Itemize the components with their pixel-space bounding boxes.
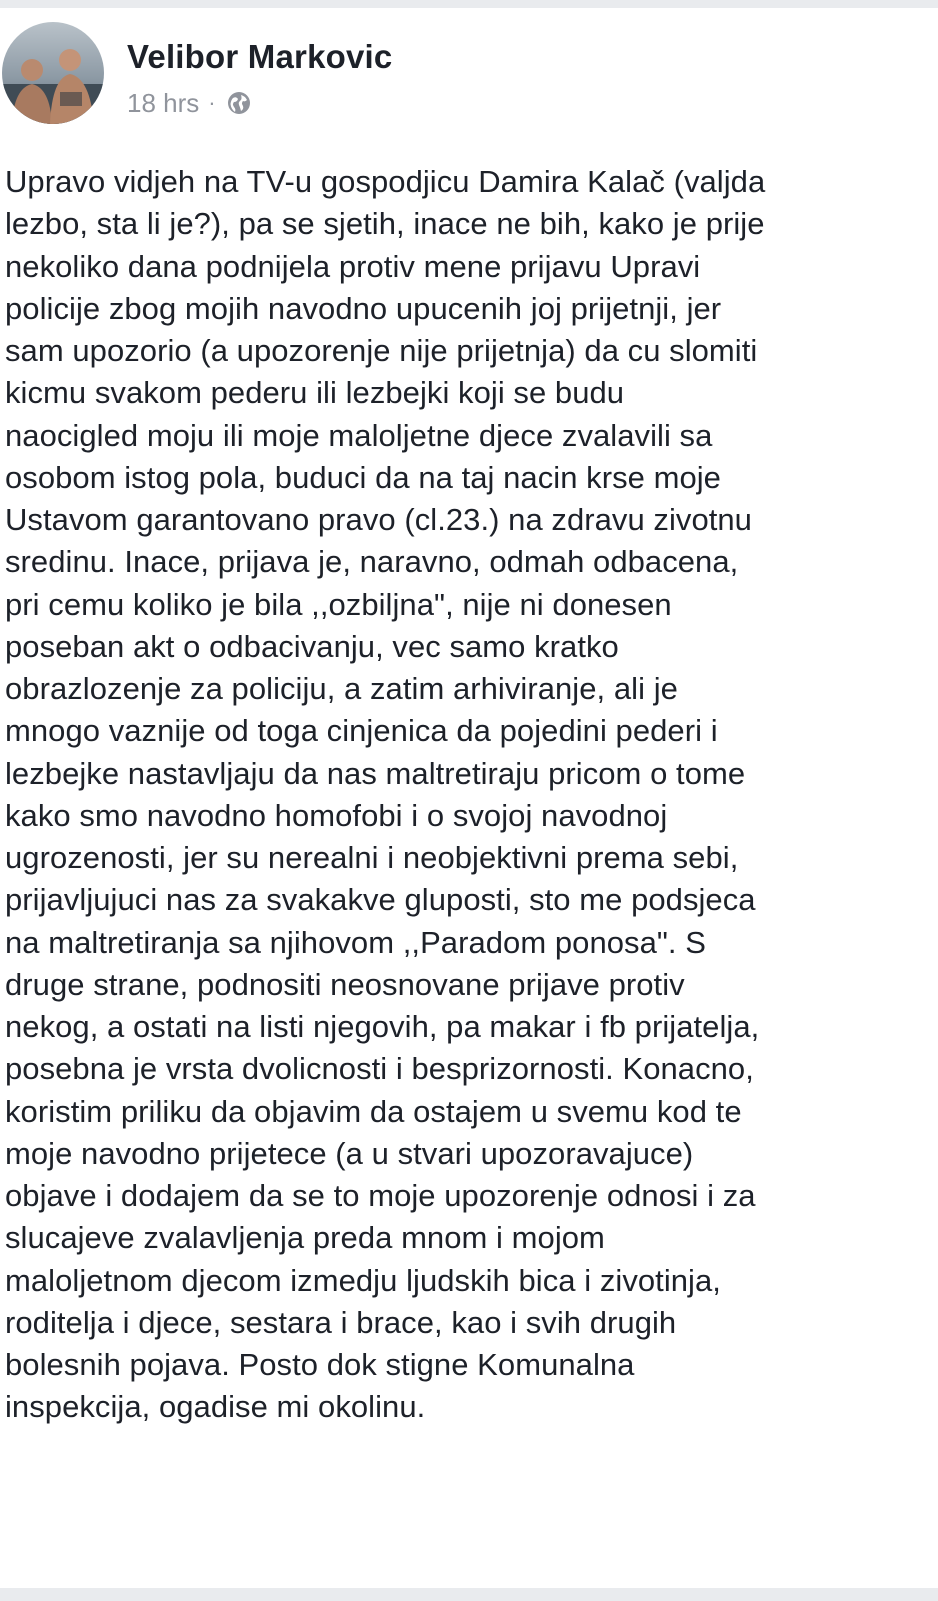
post-card	[0, 8, 938, 1588]
post-text: Upravo vidjeh na TV-u gospodjicu Damira Kalač (valjda lezbo, sta li je?), pa se sjetih, inace ne bih, kako je prije nekoliko dana podnijela protiv mene prijavu Upravi policije zbog mojih navodno upucenih joj prijetnji, jer sam upozorio (a upozorenje nije prijetnja) da cu slomiti kicmu svakom pederu ili lezbejki koji se budu naocigled moju ili moje maloljetne djece zvalavili sa osobom istog pola, buduci da na taj nacin krse moje Ustavom garantovano pravo (cl.23.) na zdravu zivotnu sredinu. Inace, prijava je, naravno, odmah odbacena, pri cemu koliko je bila ,,ozbiljna", nije ni donesen poseban akt o odbacivanju, vec samo kratko obrazlozenje za policiju, a zatim arhiviranje, ali je mnogo vaznije od toga cinjenica da pojedini pederi i lezbejke nastavljaju da nas maltretiraju pricom o tome kako smo navodno homofobi i o svojoj navodnoj ugrozenosti, jer su nerealni i neobjektivni prema sebi, prijavljujuci nas za svakakve gluposti, sto me podsjeca na maltretiranja sa njihovom ,,Paradom ponosa". S druge strane, podnositi neosnovane prijave protiv nekog, a ostati na listi njegovih, pa makar i fb prijatelja, posebna je vrsta dvolicnosti i besprizornosti. Konacno, koristim priliku da objavim da ostajem u svemu kod te moje navodno prijetece (a u stvari upozoravajuce) objave i dodajem da se to moje upozorenje odnosi i za slucajeve zvalavljenja preda mnom i mojom maloljetnom djecom izmedju ljudskih bica i zivotinja, roditelja i djece, sestara i brace, kao i svih drugih bolesnih pojava. Posto dok stigne Komunalna inspekcija, ogadise mi okolinu.	[5, 164, 766, 1425]
profile-photo	[2, 22, 104, 124]
avatar[interactable]	[2, 22, 104, 124]
post-meta	[127, 86, 252, 120]
meta-separator: ·	[208, 90, 216, 115]
post-timestamp[interactable]: 18 hrs	[127, 87, 200, 118]
globe-icon[interactable]	[226, 90, 252, 116]
author-name[interactable]: Velibor Markovic	[127, 38, 393, 75]
